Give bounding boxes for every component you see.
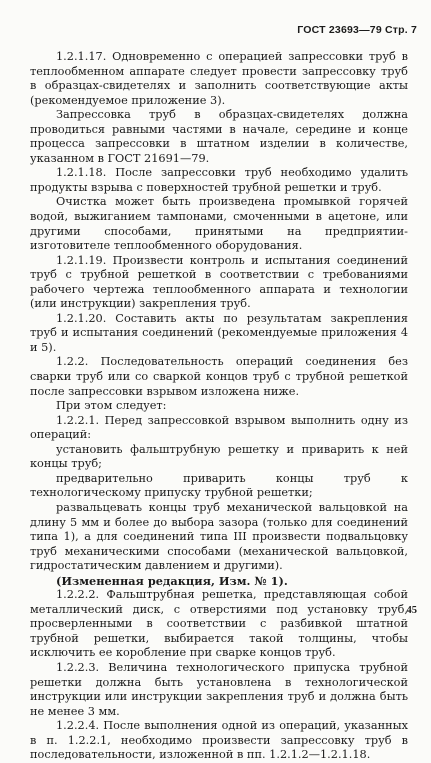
paragraph-1-2-2: 1.2.2. Последовательность операций соединения без сварки труб или со сваркой концов труб с трубной решеткой после запрессовки взрывом изложена ниже.: [30, 355, 408, 398]
paragraph-witness-samples: Запрессовка труб в образцах-свидетелях должна проводиться равными частями в начале, середине и конце процесса запрессовки в штатном изделии в количестве, указанном в ГОСТ 21691—79.: [30, 108, 408, 165]
paragraph-1-2-2-2: 1.2.2.2. Фальштрубная решетка, представляющая собой металлический диск, с отверстиями под установку труб, просверленными в соответствии с разбивкой штатной трубной решетки, выбирается такой толщины, чтобы исключить ее коробление при сварке концов труб.: [30, 588, 408, 660]
list-item-weld-allowance: предварительно приварить концы труб к технологическому припуску трубной решетки;: [30, 471, 408, 500]
paragraph-1-2-1-17: 1.2.1.17. Одновременно с операцией запрессовки труб в теплообменном аппарате следует провести запрессовку труб в образцах-свидетелях и заполнить соответствующие акты (рекомендуемое приложение 3).: [30, 50, 408, 107]
paragraph-1-2-1-18: 1.2.1.18. После запрессовки труб необходимо удалить продукты взрыва с поверхностей трубной решетки и труб.: [30, 166, 408, 194]
document-body: [30, 50, 408, 763]
paragraph-following: При этом следует:: [56, 399, 167, 413]
paragraph-1-2-2-1: 1.2.2.1. Перед запрессовкой взрывом выполнить одну из операций:: [30, 413, 408, 442]
page-header: ГОСТ 23693—79 Стр. 7: [297, 24, 417, 36]
paragraph-1-2-1-20: 1.2.1.20. Составить акты по результатам закрепления труб и испытания соединений (рекомендуемые приложения 4 и 5).: [30, 311, 408, 354]
paragraph-cleaning: Очистка может быть произведена промывкой горячей водой, выжиганием тампонами, смоченными в ацетоне, или другими способами, принятыми на предприятии-изготовителе теплообменного оборудования.: [30, 195, 408, 253]
amendment-note: (Измененная редакция, Изм. № 1).: [56, 573, 288, 588]
paragraph-1-2-2-4: 1.2.2.4. После выполнения одной из операций, указанных в п. 1.2.2.1, необходимо произвести запрессовку труб в последовательности, изложенной в пп. 1.2.1.2—1.2.1.18.: [30, 719, 408, 762]
list-item-roll-expand: развальцевать концы труб механической вальцовкой на длину 5 мм и более до выбора зазора (только для соединений типа 1), а для соединений типа III произвести подвальцовку труб механическими способами (механической вальцовкой, гидростатическим давлением и другими).: [30, 500, 408, 573]
page-number: 45: [406, 605, 417, 616]
list-item-false-tubesheet: установить фальштрубную решетку и приварить к ней концы труб;: [30, 442, 408, 471]
paragraph-1-2-1-19: 1.2.1.19. Произвести контроль и испытания соединений труб с трубной решеткой в соответствии с требованиями рабочего чертежа теплообменного аппарата и технологии (или инструкции) закрепления труб.: [30, 253, 408, 311]
paragraph-1-2-2-3: 1.2.2.3. Величина технологического припуска трубной решетки должна быть установлена в технологической инструкции или инструкции закрепления труб и должна быть не менее 3 мм.: [30, 660, 408, 718]
